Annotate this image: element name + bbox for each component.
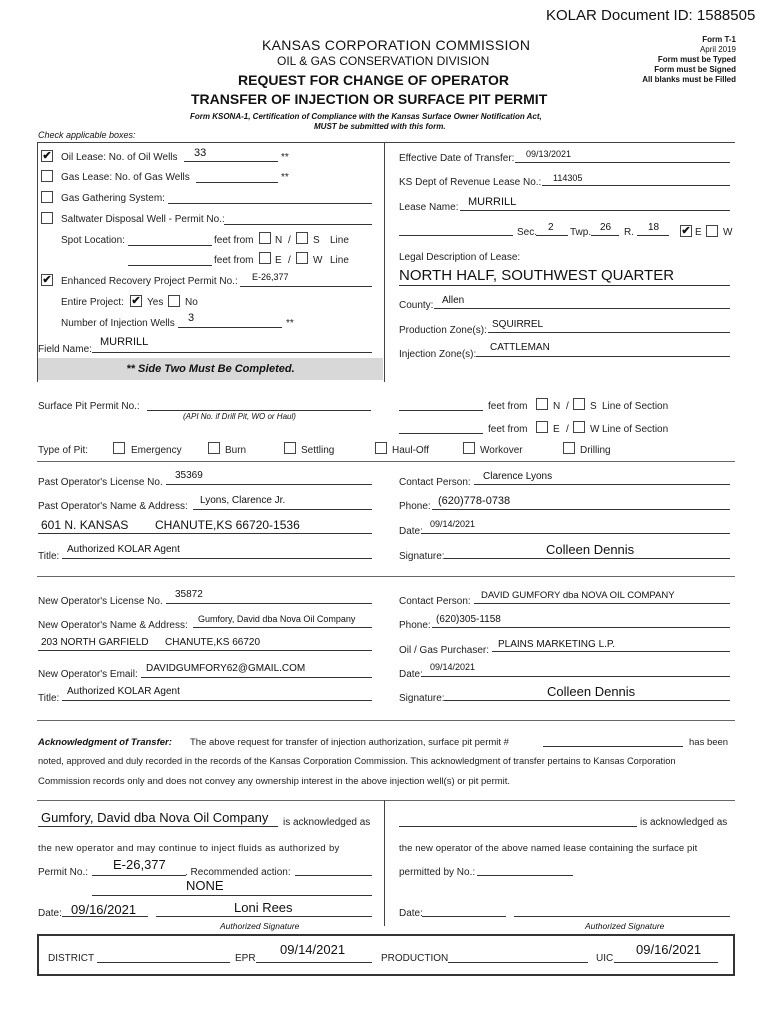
county-label: County: — [399, 300, 434, 311]
ack-permitted-by-label: permitted by No.: — [399, 867, 476, 878]
inj-wells-label: Number of Injection Wells — [61, 318, 175, 329]
uic-value[interactable]: 09/16/2021 — [636, 942, 702, 957]
ack-permitted-by-field[interactable] — [477, 875, 573, 876]
ack-text-1: The above request for transfer of injection authorization, surface pit permit # — [190, 737, 509, 748]
range-w-checkbox[interactable] — [706, 225, 718, 237]
ksona-note-1: Form KSONA-1, Certification of Compliance with the Kansas Surface Owner Notification Act, — [190, 112, 542, 121]
district-field[interactable] — [97, 962, 230, 963]
lease-name-label: Lease Name: — [399, 202, 459, 213]
past-date-value[interactable]: 09/14/2021 — [430, 519, 476, 529]
past-phone-value[interactable]: (620)778-0738 — [438, 495, 511, 507]
ack-permit-label: Permit No.: — [38, 867, 89, 878]
eor-permit-value[interactable]: E-26,377 — [252, 272, 289, 282]
new-date-value[interactable]: 09/14/2021 — [430, 662, 476, 672]
new-phone-label: Phone: — [399, 620, 431, 631]
county-value[interactable]: Allen — [442, 295, 465, 306]
spot-n-checkbox[interactable] — [259, 232, 271, 244]
form-title-1: REQUEST FOR CHANGE OF OPERATOR — [238, 72, 509, 88]
ack-text-3: Commission records only and does not convey any ownership interest in the above injection well(s) or pit permit. — [38, 776, 511, 787]
pit-permit-label: Surface Pit Permit No.: — [38, 401, 140, 412]
pit-type-label: Type of Pit: — [38, 445, 89, 456]
ack-right-signature-field[interactable] — [514, 916, 730, 917]
inj-wells-value[interactable]: 3 — [188, 312, 195, 324]
past-signature-value[interactable]: Colleen Dennis — [546, 542, 635, 557]
ack-pit-permit-field[interactable] — [543, 746, 683, 747]
new-date-label: Date: — [399, 669, 423, 680]
ksona-note-2: MUST be submitted with this form. — [314, 122, 446, 131]
range-value[interactable]: 18 — [648, 222, 660, 233]
new-purchaser-label: Oil / Gas Purchaser: — [399, 645, 490, 656]
side-two-banner — [38, 358, 383, 380]
form-date: April 2019 — [699, 45, 736, 54]
epr-label: EPR — [235, 953, 256, 964]
oil-lease-checkbox[interactable]: ✔ — [42, 150, 52, 162]
spot-e-checkbox[interactable] — [259, 252, 271, 264]
field-name-value[interactable]: MURRILL — [100, 336, 149, 348]
section-divider — [37, 461, 735, 462]
past-name-value[interactable]: Lyons, Clarence Jr. — [200, 495, 286, 506]
gas-wells-field[interactable] — [196, 182, 278, 183]
ack-auth-sig-label: Authorized Signature — [220, 921, 300, 931]
new-email-label: New Operator's Email: — [38, 669, 138, 680]
twp-value[interactable]: 26 — [600, 222, 612, 233]
form-typed-note: Form must be Typed — [657, 55, 736, 64]
legal-desc-value[interactable]: NORTH HALF, SOUTHWEST QUARTER — [399, 267, 675, 284]
entire-yes-checkbox[interactable]: ✔ — [131, 295, 141, 307]
past-address-1[interactable]: 601 N. KANSAS — [41, 518, 129, 532]
new-name-label: New Operator's Name & Address: — [38, 620, 188, 631]
new-address-1[interactable]: 203 NORTH GARFIELD — [41, 637, 149, 648]
ack-right-auth-sig-label: Authorized Signature — [585, 921, 665, 931]
prod-zone-value[interactable]: SQUIRREL — [492, 319, 544, 330]
quarter-calls-field[interactable] — [399, 235, 513, 236]
new-purchaser-value[interactable]: PLAINS MARKETING L.P. — [498, 639, 616, 650]
eor-label: Enhanced Recovery Project Permit No.: — [61, 276, 238, 287]
pit-drilling-checkbox[interactable] — [563, 442, 575, 454]
production-field[interactable] — [448, 962, 588, 963]
past-address-2[interactable]: CHANUTE,KS 66720-1536 — [155, 518, 300, 532]
past-contact-value[interactable]: Clarence Lyons — [483, 471, 553, 482]
division-name: OIL & GAS CONSERVATION DIVISION — [277, 54, 490, 68]
new-phone-value[interactable]: (620)305-1158 — [436, 614, 501, 625]
main-divider — [384, 142, 385, 382]
ack-left-text: the new operator and may continue to inject fluids as authorized by — [38, 843, 340, 854]
kolar-document-id: KOLAR Document ID: 1588505 — [546, 7, 756, 24]
pit-e-checkbox[interactable] — [536, 421, 548, 433]
new-name-value[interactable]: Gumfory, David dba Nova Oil Company — [198, 614, 356, 624]
entire-project-label: Entire Project: — [61, 297, 124, 308]
epr-value[interactable]: 09/14/2021 — [280, 942, 346, 957]
past-name-label: Past Operator's Name & Address: — [38, 501, 188, 512]
side-two-note: ** Side Two Must Be Completed. — [126, 363, 295, 375]
new-signature-value[interactable]: Colleen Dennis — [547, 684, 636, 699]
ack-operator-name[interactable]: Gumfory, David dba Nova Oil Company — [41, 810, 269, 825]
spot-s-checkbox[interactable] — [296, 232, 308, 244]
past-contact-label: Contact Person: — [399, 477, 471, 488]
sec-value[interactable]: 2 — [548, 222, 554, 233]
past-license-label: Past Operator's License No. — [38, 477, 163, 488]
pit-n-checkbox[interactable] — [536, 398, 548, 410]
oil-wells-value[interactable]: 33 — [194, 147, 207, 159]
field-name-label: Field Name: — [38, 344, 92, 355]
ack-divider — [384, 800, 385, 926]
ack-text-2: noted, approved and duly recorded in the records of the Kansas Corporation Commission. This acknowledgment of transfer pertains to Kansas Corporation — [38, 756, 676, 766]
ack-heading: Acknowledgment of Transfer: — [38, 737, 172, 748]
spot-w-checkbox[interactable] — [296, 252, 308, 264]
eff-date-label: Effective Date of Transfer: — [399, 153, 515, 164]
oil-lease-label: Oil Lease: No. of Oil Wells — [61, 152, 178, 163]
section-divider-2 — [37, 576, 735, 577]
new-contact-label: Contact Person: — [399, 596, 471, 607]
new-license-value[interactable]: 35872 — [175, 589, 203, 600]
pit-emergency-checkbox[interactable] — [113, 442, 125, 454]
ksdor-value[interactable]: 114305 — [553, 173, 583, 183]
section-divider-4 — [37, 800, 735, 801]
ack-right-name-field[interactable] — [399, 826, 637, 827]
new-address-2[interactable]: CHANUTE,KS 66720 — [165, 637, 261, 648]
entire-no-checkbox[interactable] — [168, 295, 180, 307]
prod-zone-label: Production Zone(s): — [399, 325, 487, 336]
eor-checkbox[interactable]: ✔ — [42, 274, 52, 286]
past-phone-label: Phone: — [399, 501, 431, 512]
production-label: PRODUCTION — [381, 953, 449, 964]
pit-workover-checkbox[interactable] — [463, 442, 475, 454]
pit-w-checkbox[interactable] — [573, 421, 585, 433]
past-title-label: Title: — [38, 551, 60, 562]
gas-gathering-label: Gas Gathering System: — [61, 193, 165, 204]
spot-label: Spot Location: — [61, 235, 125, 246]
gas-lease-checkbox[interactable] — [41, 170, 53, 182]
new-license-label: New Operator's License No. — [38, 596, 163, 607]
new-title-label: Title: — [38, 693, 60, 704]
ack-right-text: the new operator of the above named lease containing the surface pit — [399, 843, 698, 854]
pit-settling-checkbox[interactable] — [284, 442, 296, 454]
ack-date-label: Date: — [38, 908, 62, 919]
new-email-value[interactable]: DAVIDGUMFORY62@GMAIL.COM — [146, 663, 306, 674]
ack-recommended-value[interactable]: NONE — [186, 878, 224, 893]
past-date-label: Date: — [399, 526, 423, 537]
swd-checkbox[interactable] — [41, 212, 53, 224]
new-contact-value[interactable]: DAVID GUMFORY dba NOVA OIL COMPANY — [481, 590, 675, 601]
pit-permit-field[interactable] — [147, 410, 371, 411]
inj-zone-value[interactable]: CATTLEMAN — [490, 342, 550, 353]
pit-burn-checkbox[interactable] — [208, 442, 220, 454]
ack-date-value[interactable]: 09/16/2021 — [71, 902, 137, 917]
gas-gathering-checkbox[interactable] — [41, 191, 53, 203]
ack-right-date-field[interactable] — [422, 916, 506, 917]
form-info — [642, 35, 736, 85]
range-e-checkbox[interactable]: ✔ — [681, 225, 691, 237]
legal-desc-label: Legal Description of Lease: — [399, 252, 521, 263]
pit-s-checkbox[interactable] — [573, 398, 585, 410]
gas-lease-label: Gas Lease: No. of Gas Wells — [61, 172, 190, 183]
swd-label: Saltwater Disposal Well - Permit No.: — [61, 214, 225, 225]
form-blanks-note: All blanks must be Filled — [642, 75, 736, 84]
agency-name: KANSAS CORPORATION COMMISSION — [262, 37, 531, 53]
district-label: DISTRICT — [48, 953, 95, 964]
eff-date-value[interactable]: 09/13/2021 — [526, 149, 572, 159]
check-label: Check applicable boxes: — [38, 130, 136, 140]
past-title-value[interactable]: Authorized KOLAR Agent — [67, 544, 180, 555]
past-license-value[interactable]: 35369 — [175, 470, 203, 481]
swd-permit-field[interactable] — [224, 224, 372, 225]
ack-signature-value[interactable]: Loni Rees — [234, 900, 293, 915]
section-divider-3 — [37, 720, 735, 721]
past-signature-label: Signature: — [399, 551, 445, 562]
form-number: Form T-1 — [702, 35, 736, 44]
form-title-2: TRANSFER OF INJECTION OR SURFACE PIT PERMIT — [191, 91, 548, 107]
form-signed-note: Form must be Signed — [654, 65, 736, 74]
ack-permit-value[interactable]: E-26,377 — [113, 857, 166, 872]
pit-hauloff-checkbox[interactable] — [375, 442, 387, 454]
ksdor-label: KS Dept of Revenue Lease No.: — [399, 177, 542, 188]
uic-label: UIC — [596, 953, 614, 964]
new-signature-label: Signature: — [399, 693, 445, 704]
new-title-value[interactable]: Authorized KOLAR Agent — [67, 686, 180, 697]
lease-name-value[interactable]: MURRILL — [468, 196, 517, 208]
api-note: (API No. if Drill Pit, WO or Haul) — [183, 412, 296, 421]
inj-zone-label: Injection Zone(s): — [399, 349, 477, 360]
